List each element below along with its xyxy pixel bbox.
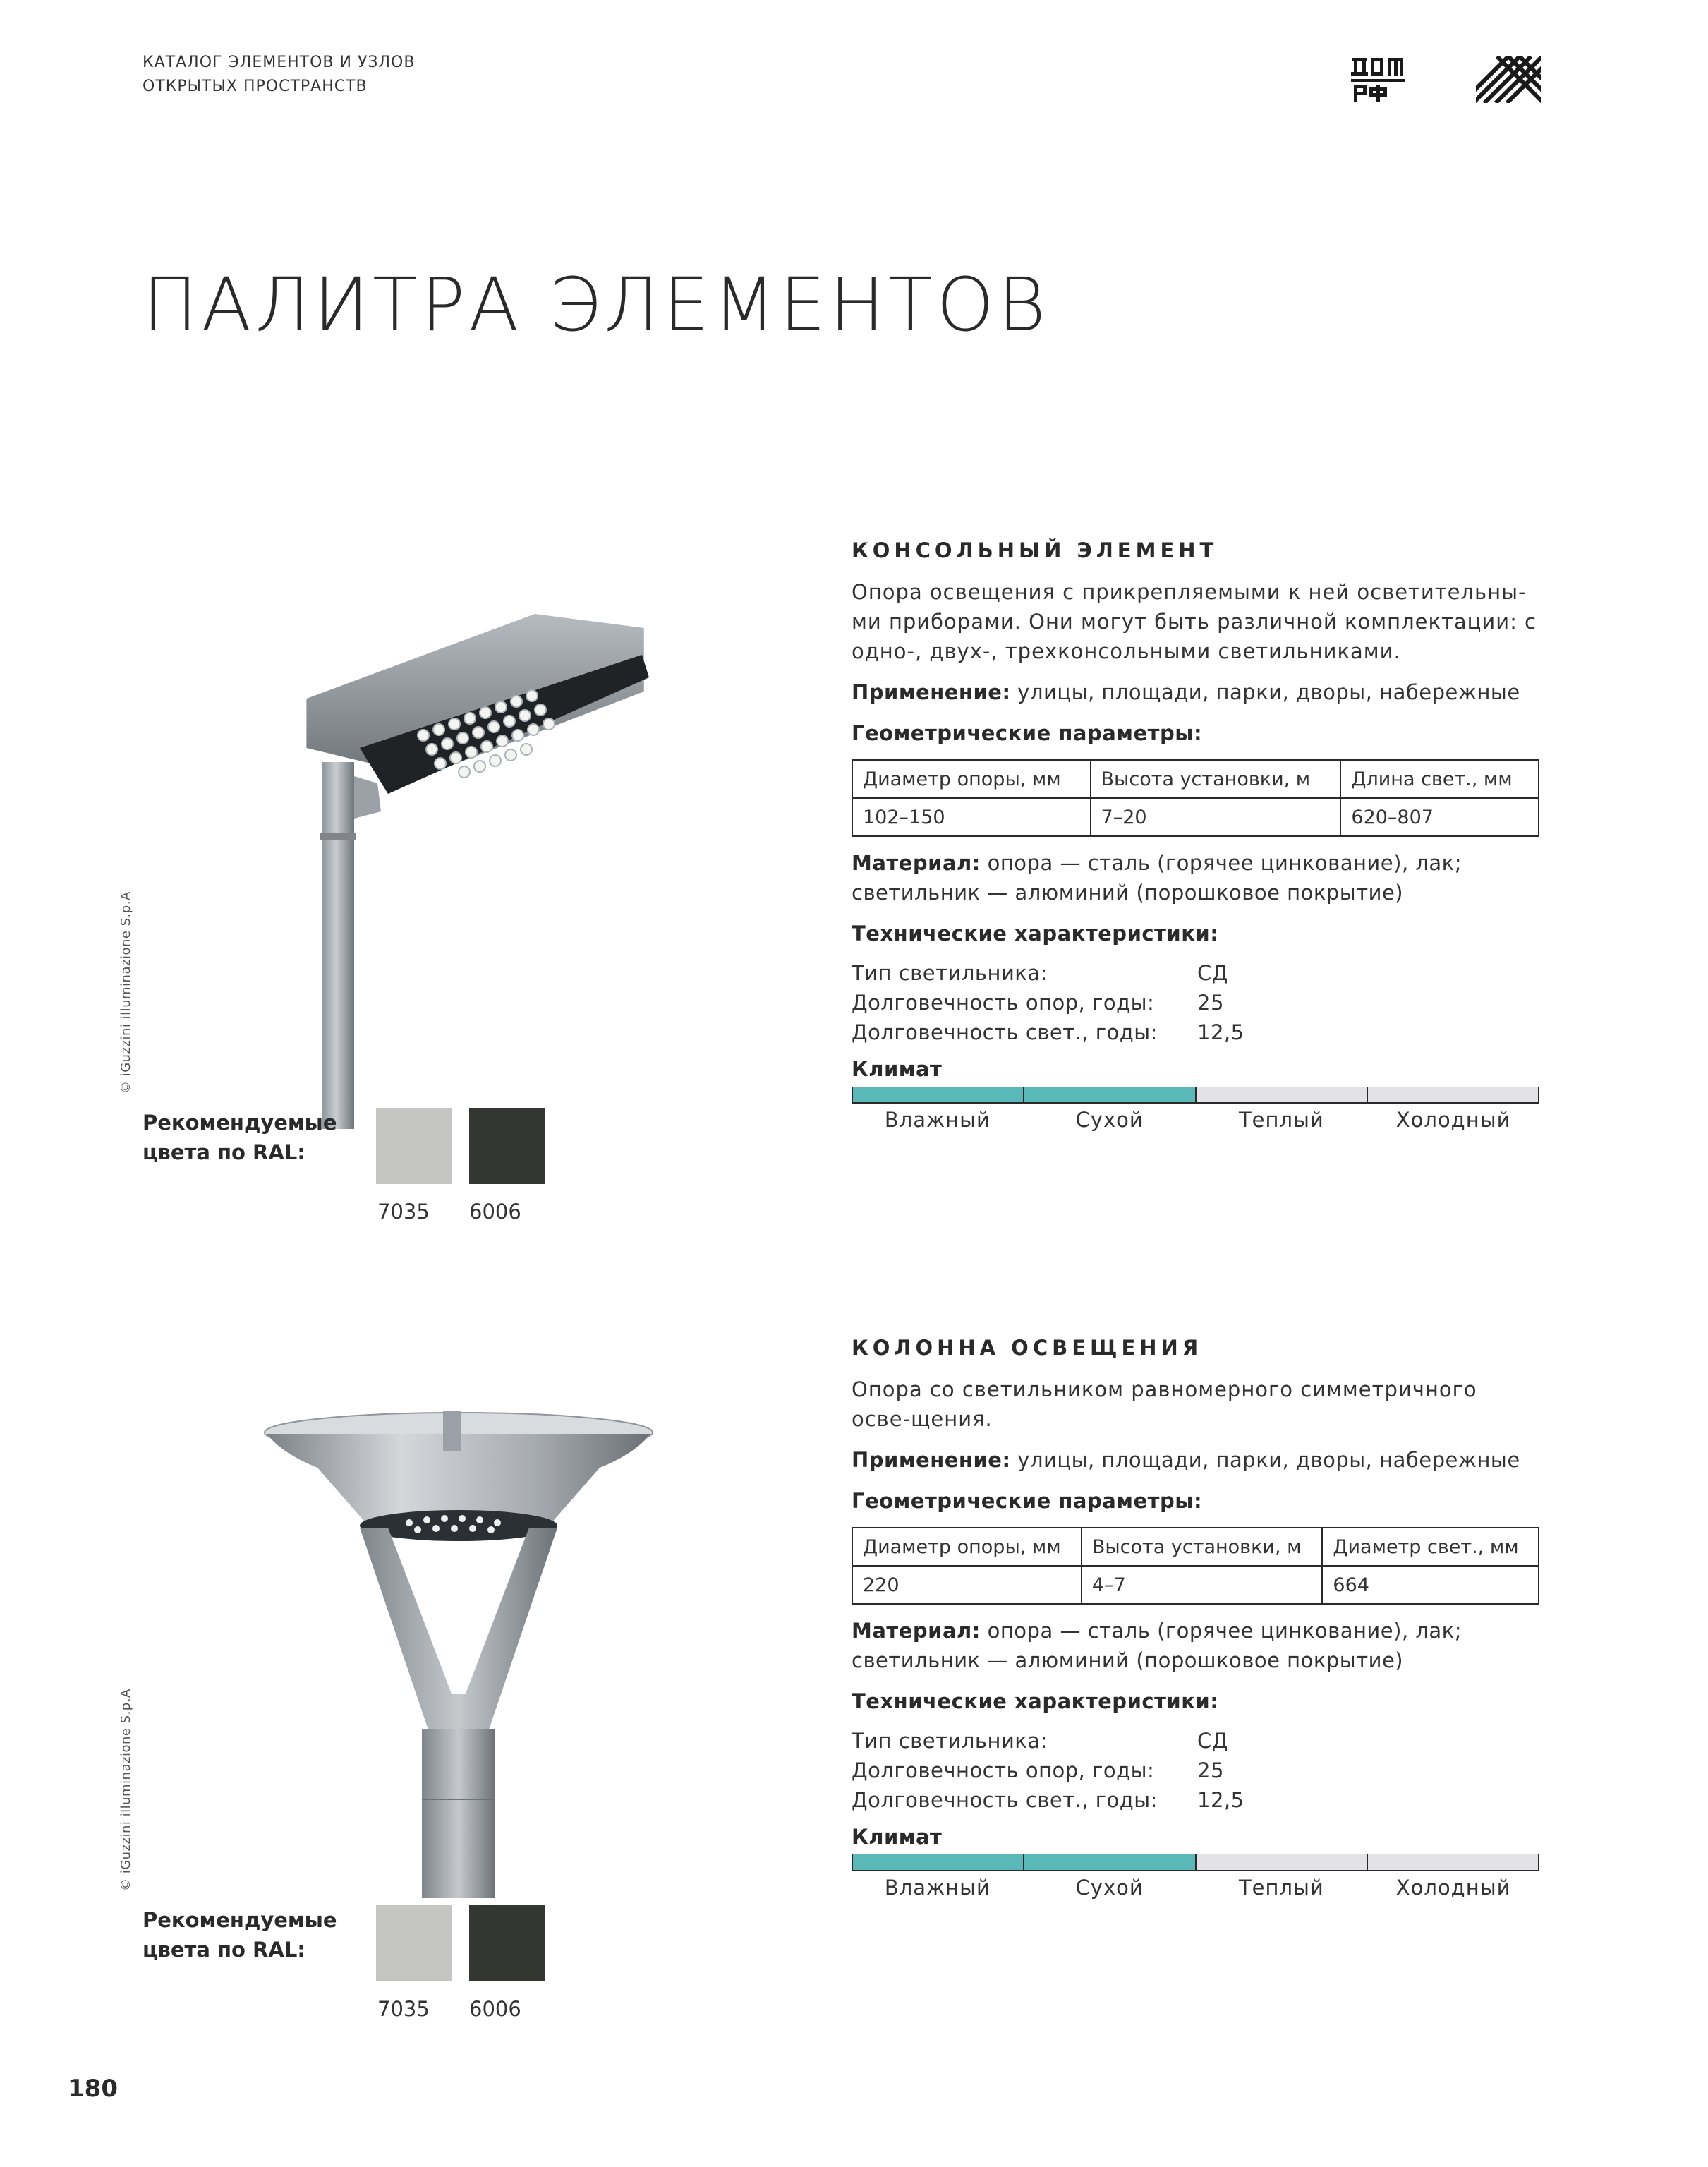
ral-swatch-7035 bbox=[376, 1905, 452, 1981]
geometry-heading: Геометрические параметры: bbox=[852, 721, 1203, 745]
tech-heading: Технические характеристики: bbox=[852, 922, 1219, 946]
table-header-cell: Диаметр свет., мм bbox=[1322, 1528, 1539, 1566]
tech-row: Тип светильника: СД bbox=[852, 1729, 1228, 1753]
tech-row: Долговечность свет., годы: 12,5 bbox=[852, 1788, 1244, 1812]
climate-segment bbox=[1195, 1854, 1367, 1870]
tech-row: Долговечность опор, годы: 25 bbox=[852, 1758, 1224, 1782]
page-number: 180 bbox=[68, 2075, 118, 2103]
climate-segment bbox=[1023, 1854, 1194, 1870]
photo-credit: © iGuzzini illuminazione S.p.A bbox=[119, 1689, 133, 1891]
photo-credit: © iGuzzini illuminazione S.p.A bbox=[119, 891, 133, 1094]
description: Опора освещения с прикрепляемыми к ней осветительны-ми приборами. Они могут быть различной комплектации: с одно-, двух-, трехконсольными светильниками. bbox=[852, 580, 1537, 663]
ral-code: 7035 bbox=[377, 1200, 430, 1224]
climate-labels bbox=[852, 1876, 1539, 1900]
tech-heading: Технические характеристики: bbox=[852, 1689, 1219, 1713]
geometry-heading: Геометрические параметры: bbox=[852, 1489, 1203, 1513]
geometry-table bbox=[852, 759, 1539, 837]
pattern-logo bbox=[1476, 56, 1541, 103]
climate-segment bbox=[852, 1087, 1023, 1102]
climate-label: Холодный bbox=[1395, 1876, 1511, 1900]
ral-code: 6006 bbox=[469, 1200, 521, 1224]
climate-bar bbox=[852, 1087, 1539, 1104]
ral-code: 6006 bbox=[469, 1997, 521, 2021]
table-header-cell: Диаметр опоры, мм bbox=[852, 1528, 1082, 1566]
dom-rf-logo bbox=[1351, 56, 1405, 103]
table-cell: 7–20 bbox=[1091, 798, 1341, 836]
section-title: КОЛОННА ОСВЕЩЕНИЯ bbox=[852, 1336, 1203, 1360]
tech-specs bbox=[852, 958, 1539, 1047]
table-cell: 220 bbox=[852, 1566, 1082, 1604]
climate-label: Влажный bbox=[884, 1876, 991, 1900]
header-line-1: КАТАЛОГ ЭЛЕМЕНТОВ И УЗЛОВ bbox=[143, 54, 416, 71]
tech-row: Долговечность опор, годы: 25 bbox=[852, 991, 1224, 1015]
ral-swatch-7035 bbox=[376, 1108, 452, 1184]
section-title: КОНСОЛЬНЫЙ ЭЛЕМЕНТ bbox=[852, 538, 1218, 562]
climate-bar bbox=[852, 1854, 1539, 1871]
ral-label: Рекомендуемые цвета по RAL: bbox=[143, 1908, 337, 1962]
table-header-cell: Высота установки, м bbox=[1082, 1528, 1323, 1566]
tech-row: Тип светильника: СД bbox=[852, 961, 1228, 985]
product-info bbox=[852, 536, 1539, 1132]
climate-label: Влажный bbox=[884, 1108, 991, 1132]
table-cell: 664 bbox=[1322, 1566, 1539, 1604]
pole bbox=[322, 762, 354, 1129]
table-cell: 102–150 bbox=[852, 798, 1091, 836]
table-header-cell: Диаметр опоры, мм bbox=[852, 760, 1091, 798]
table-cell: 4–7 bbox=[1082, 1566, 1323, 1604]
climate-segment bbox=[1195, 1087, 1367, 1102]
climate-label: Теплый bbox=[1238, 1876, 1324, 1900]
ral-code: 7035 bbox=[377, 1997, 430, 2021]
geometry-table bbox=[852, 1527, 1539, 1605]
header-line-2: ОТКРЫТЫХ ПРОСТРАНСТВ bbox=[143, 78, 368, 95]
console-lamp-photo bbox=[254, 572, 691, 1136]
tech-row: Долговечность свет., годы: 12,5 bbox=[852, 1020, 1244, 1044]
climate-heading: Климат bbox=[852, 1825, 943, 1849]
page-title: ПАЛИТРА ЭЛЕМЕНТОВ bbox=[143, 262, 1050, 348]
climate-label: Сухой bbox=[1075, 1108, 1144, 1132]
product-info bbox=[852, 1334, 1539, 1900]
ral-swatch-6006 bbox=[469, 1108, 545, 1184]
ral-swatch-6006 bbox=[469, 1905, 545, 1981]
application: Применение: улицы, площади, парки, дворы, набережные bbox=[852, 1448, 1520, 1472]
climate-heading: Климат bbox=[852, 1057, 943, 1081]
tech-specs bbox=[852, 1726, 1539, 1815]
climate-label: Теплый bbox=[1238, 1108, 1324, 1132]
climate-label: Сухой bbox=[1075, 1876, 1144, 1900]
table-header-cell: Длина свет., мм bbox=[1340, 760, 1539, 798]
material: Материал: опора — сталь (горячее цинкование), лак; светильник — алюминий (порошковое покрытие) bbox=[852, 1619, 1462, 1672]
climate-segment bbox=[1367, 1854, 1539, 1870]
climate-segment bbox=[1023, 1087, 1194, 1102]
table-cell: 620–807 bbox=[1340, 798, 1539, 836]
catalog-header bbox=[143, 51, 415, 99]
material: Материал: опора — сталь (горячее цинкование), лак; светильник — алюминий (порошковое покрытие) bbox=[852, 851, 1462, 905]
ral-label: Рекомендуемые цвета по RAL: bbox=[143, 1111, 337, 1164]
climate-segment bbox=[852, 1854, 1023, 1870]
climate-label: Холодный bbox=[1395, 1108, 1511, 1132]
description: Опора со светильником равномерного симметричного осве-щения. bbox=[852, 1377, 1477, 1431]
column-lamp-photo bbox=[254, 1404, 691, 1898]
application: Применение: улицы, площади, парки, дворы, набережные bbox=[852, 680, 1520, 704]
table-header-cell: Высота установки, м bbox=[1091, 760, 1341, 798]
climate-segment bbox=[1367, 1087, 1539, 1102]
climate-labels bbox=[852, 1108, 1539, 1132]
